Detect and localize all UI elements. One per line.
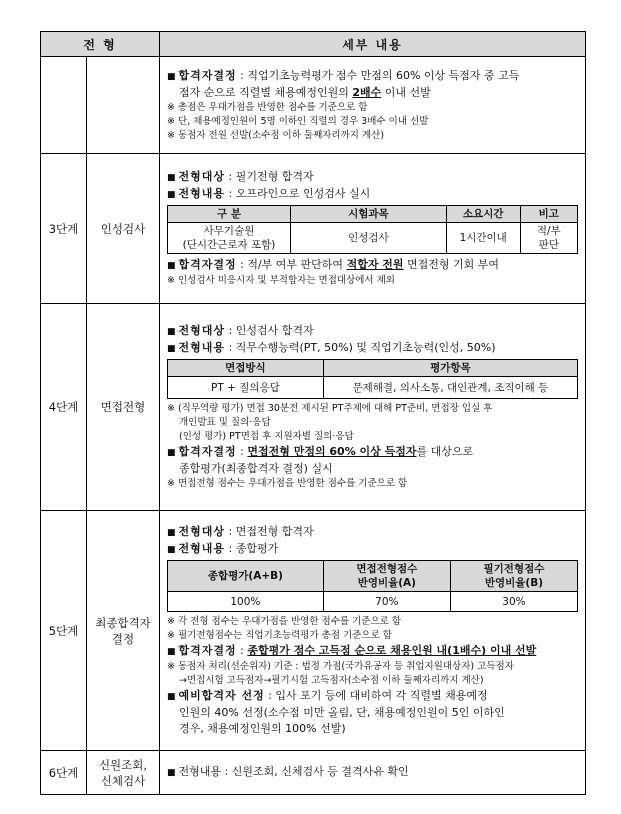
content-cell — [160, 154, 586, 304]
result-emphasis: 종합평가 점수 고득점 순으로 채용인원 내(1배수) 이내 선발 — [247, 644, 537, 657]
note: ※ 단, 채용예정인원이 5명 이하인 직렬의 경우 3배수 이내 선발 — [167, 115, 429, 127]
name-cell: 신원조회, 신체검사 — [87, 751, 160, 795]
content-value: 전형내용 : 신원조회, 신체검사 등 결격사유 확인 — [178, 765, 409, 778]
note: ※ 총점은 우대가점을 반영한 점수를 기준으로 함 — [167, 101, 368, 113]
stage-cell: 3단계 — [41, 154, 87, 304]
reserve-text-3: 경우, 채용예정인원의 100% 선발) — [179, 722, 346, 735]
col-header: 비고 — [520, 206, 577, 223]
note: ※ 필기전형점수는 직업기초능력평가 총점 기준으로 함 — [167, 630, 392, 641]
table-cell: 인성검사 — [291, 223, 447, 254]
reserve-text: : 입사 포기 등에 대비하여 각 직렬별 채용예정 — [264, 689, 488, 702]
table-cell: 사무기술원 (단시간근로자 포함) — [168, 223, 291, 254]
result-emphasis: 면접전형 만점의 60% 이상 득점자 — [247, 445, 417, 458]
note: ※ (직무역량 평가) 면접 30분전 제시된 PT주제에 대해 PT준비, 면접장 입실 후 — [167, 403, 493, 414]
name-cell: 면접전형 — [87, 304, 160, 511]
selection-process-table — [40, 31, 586, 795]
target-value: : 필기전형 합격자 — [225, 170, 314, 183]
result-label: 합격자결정 — [178, 644, 237, 657]
result-label: 합격자결정 — [178, 68, 237, 82]
bullet-square-icon: ■ — [167, 344, 176, 354]
content-label: 전형내용 — [178, 187, 226, 200]
note: ※ 동점자 전원 선발(소수점 이하 둘째자리까지 계산) — [167, 129, 385, 141]
header-row — [41, 32, 586, 57]
target-label: 전형대상 — [178, 525, 226, 538]
table-cell: 문제해결, 의사소통, 대인관계, 조직이해 등 — [323, 377, 577, 399]
col-header: 평가항목 — [323, 360, 577, 377]
result-text-2: 면접전형 기회 부여 — [403, 258, 500, 271]
result-emphasis: 적합자 전원 — [346, 258, 404, 271]
result-text-3: 이내 선발 — [381, 85, 431, 99]
row-interview — [41, 304, 586, 511]
bullet-square-icon: ■ — [167, 173, 176, 183]
bullet-square-icon: ■ — [167, 768, 176, 778]
col-header: 필기전형점수 반영비율(B) — [450, 561, 577, 592]
row-written-result — [41, 57, 586, 154]
note: (인성 평가) PT면접 후 지원자별 질의·응답 — [179, 431, 354, 442]
col-header: 소요시간 — [446, 206, 520, 223]
col-header: 구 분 — [168, 206, 291, 223]
target-label: 전형대상 — [178, 170, 226, 183]
note: ※ 인성검사 미응시자 및 부적합자는 면접대상에서 제외 — [167, 275, 395, 286]
result-colon: : — [236, 644, 248, 657]
interview-table — [167, 359, 578, 399]
stage-cell: 4단계 — [41, 304, 87, 511]
table-cell: 1시간이내 — [446, 223, 520, 254]
bullet-square-icon: ■ — [167, 261, 176, 271]
table-cell: 70% — [323, 592, 450, 612]
header-stage: 전 형 — [41, 32, 160, 57]
bullet-square-icon: ■ — [167, 327, 176, 337]
bullet-square-icon: ■ — [167, 545, 176, 555]
stage-cell: 6단계 — [41, 751, 87, 795]
content-cell — [160, 304, 586, 511]
result-text-2: 종합평가(최종합격자 결정) 실시 — [179, 462, 333, 475]
content-label: 전형내용 — [178, 341, 226, 354]
table-cell: 100% — [168, 592, 324, 612]
content-value: : 오프라인으로 인성검사 실시 — [225, 187, 371, 200]
row-personality-test — [41, 154, 586, 304]
bullet-square-icon: ■ — [167, 448, 176, 458]
content-value: : 종합평가 — [225, 542, 279, 555]
name-cell-empty — [87, 57, 160, 154]
col-header: 면접방식 — [168, 360, 324, 377]
bullet-square-icon: ■ — [167, 692, 176, 702]
result-text: 를 대상으로 — [416, 445, 474, 458]
reserve-label: 예비합격자 선정 — [178, 689, 265, 702]
row-final-decision — [41, 511, 586, 751]
target-value: : 면접전형 합격자 — [225, 525, 314, 538]
content-cell — [160, 57, 586, 154]
stage-cell: 5단계 — [41, 511, 87, 751]
col-header: 시험과목 — [291, 206, 447, 223]
note: ※ 각 전형 점수는 우대가점을 반영한 점수를 기준으로 함 — [167, 616, 402, 627]
result-text: : 직업기초능력평가 점수 만점의 60% 이상 득점자 중 고득 — [236, 68, 520, 82]
content-cell — [160, 511, 586, 751]
col-header: 종합평가(A+B) — [168, 561, 324, 592]
result-emphasis: 2배수 — [352, 85, 382, 99]
col-header: 면접전형점수 반영비율(A) — [323, 561, 450, 592]
result-label: 합격자결정 — [178, 258, 237, 271]
table-cell: PT + 질의응답 — [168, 377, 324, 399]
reserve-text-2: 인원의 40% 선정(소수점 미만 올림, 단, 채용예정인원이 5인 이하인 — [179, 706, 505, 719]
table-cell: 30% — [450, 592, 577, 612]
bullet-square-icon: ■ — [167, 190, 176, 200]
name-cell: 인성검사 — [87, 154, 160, 304]
name-cell: 최종합격자 결정 — [87, 511, 160, 751]
content-value: : 직무수행능력(PT, 50%) 및 직업기초능력(인성, 50%) — [225, 341, 496, 354]
result-text: : 적/부 여부 판단하여 — [236, 258, 347, 271]
result-colon: : — [236, 445, 248, 458]
target-value: : 인성검사 합격자 — [225, 324, 314, 337]
stage-cell-empty — [41, 57, 87, 154]
content-label: 전형내용 — [178, 542, 226, 555]
note: ※ 면접전형 점수는 우대가점을 반영한 점수를 기준으로 함 — [167, 478, 408, 489]
table-cell: 적/부 판단 — [520, 223, 577, 254]
bullet-square-icon: ■ — [167, 528, 176, 538]
result-label: 합격자결정 — [178, 445, 237, 458]
bullet-square-icon: ■ — [167, 71, 176, 82]
note: ※ 동점자 처리(선순위자) 기준 : 법정 가점(국가유공자 등 취업지원대상자) 고득점자 — [167, 661, 514, 672]
result-text-2: 점자 순으로 직렬별 채용예정인원의 — [179, 85, 353, 99]
target-label: 전형대상 — [178, 324, 226, 337]
row-background-check — [41, 751, 586, 795]
content-cell — [160, 751, 586, 795]
note: 개인발표 및 질의·응답 — [179, 417, 271, 428]
final-score-table — [167, 560, 578, 612]
header-content: 세부 내용 — [160, 32, 586, 57]
note: →면접시험 고득점자→필기시험 고득점자(소수점 이하 둘째자리까지 계산) — [179, 675, 484, 686]
personality-test-table — [167, 205, 578, 254]
bullet-square-icon: ■ — [167, 647, 176, 657]
